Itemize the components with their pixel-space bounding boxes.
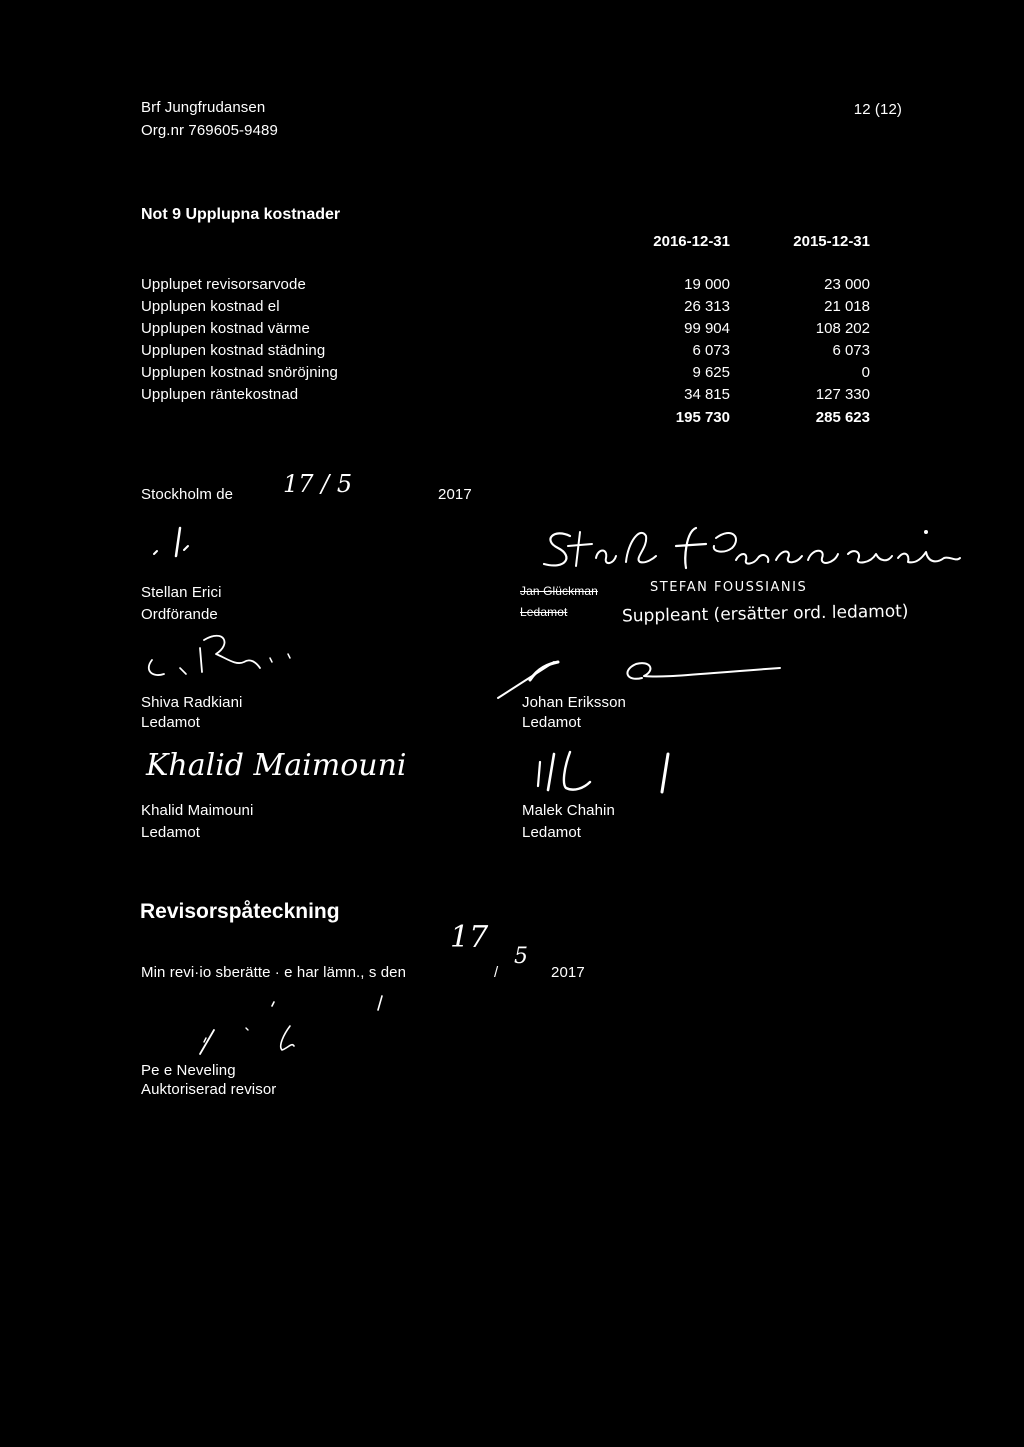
- signature-shiva-radkiani: [140, 618, 310, 688]
- row-value-2016: 26 313: [684, 298, 730, 315]
- column-header-2015: 2015-12-31: [793, 233, 870, 250]
- row-label: Upplupen kostnad snöröjning: [141, 364, 339, 381]
- signatory-role: Ledamot: [522, 714, 582, 731]
- handwritten-audit-day: 17: [450, 920, 489, 955]
- row-label: Upplupen kostnad värme: [141, 320, 310, 337]
- signatory-name: Johan Eriksson: [522, 694, 626, 711]
- signing-place: Stockholm de: [141, 486, 234, 503]
- auditor-role: Auktoriserad revisor: [141, 1081, 277, 1098]
- signing-year: 2017: [438, 486, 472, 503]
- org-name: Brf Jungfrudansen: [141, 99, 266, 116]
- audit-date-slash: /: [494, 964, 499, 981]
- row-label: Upplupen kostnad städning: [141, 342, 326, 359]
- signature-auditor: [160, 990, 400, 1060]
- column-header-2016: 2016-12-31: [653, 233, 730, 250]
- signatory-name: Stellan Erici: [141, 584, 222, 601]
- signatory-role: Ledamot: [522, 824, 582, 841]
- handwritten-role-note: Suppleant (ersätter ord. ledamot): [621, 601, 909, 627]
- row-value-2016: 9 625: [692, 364, 730, 381]
- row-value-2016: 99 904: [684, 320, 730, 337]
- total-2016: 195 730: [675, 409, 730, 426]
- row-label: Upplupen kostnad el: [141, 298, 280, 315]
- signature-khalid-maimouni: Khalid Maimouni: [146, 748, 407, 783]
- row-value-2015: 6 073: [832, 342, 870, 359]
- row-label: Upplupen räntekostnad: [141, 386, 299, 403]
- row-label: Upplupet revisorsarvode: [141, 276, 306, 293]
- row-value-2015: 21 018: [824, 298, 870, 315]
- audit-statement: Min revi·io sberätte · e har lämn., s den: [141, 964, 407, 981]
- audit-year: 2017: [551, 964, 585, 981]
- page-number: 12 (12): [853, 101, 902, 118]
- signature-malek-chahin: [530, 748, 690, 798]
- audit-title: Revisorspåteckning: [140, 900, 340, 923]
- row-value-2016: 19 000: [684, 276, 730, 293]
- total-2015: 285 623: [815, 409, 870, 426]
- row-value-2015: 127 330: [815, 386, 870, 403]
- signature-stellan-erici: [150, 520, 230, 560]
- signature-stefan-foussianis: [536, 518, 996, 578]
- handwritten-print-name: STEFAN FOUSSIANIS: [650, 580, 808, 595]
- note-title: Not 9 Upplupna kostnader: [141, 206, 341, 223]
- row-value-2015: 108 202: [815, 320, 870, 337]
- row-value-2015: 23 000: [824, 276, 870, 293]
- handwritten-audit-month: 5: [514, 944, 528, 969]
- row-value-2016: 6 073: [692, 342, 730, 359]
- auditor-name: Pe e Neveling: [141, 1062, 236, 1079]
- row-value-2015: 0: [861, 364, 870, 381]
- signatory-name: Shiva Radkiani: [141, 694, 243, 711]
- signatory-name: Malek Chahin: [522, 802, 615, 819]
- org-number: Org.nr 769605-9489: [141, 122, 278, 139]
- signatory-name: Khalid Maimouni: [141, 802, 254, 819]
- handwritten-signing-date: 17 / 5: [283, 470, 353, 498]
- signatory-role: Ordförande: [141, 606, 218, 623]
- signatory-name-struck: Jan Glückman: [520, 584, 598, 598]
- row-value-2016: 34 815: [684, 386, 730, 403]
- signatory-role-struck: Ledamot: [520, 605, 568, 619]
- signatory-role: Ledamot: [141, 714, 201, 731]
- signatory-role: Ledamot: [141, 824, 201, 841]
